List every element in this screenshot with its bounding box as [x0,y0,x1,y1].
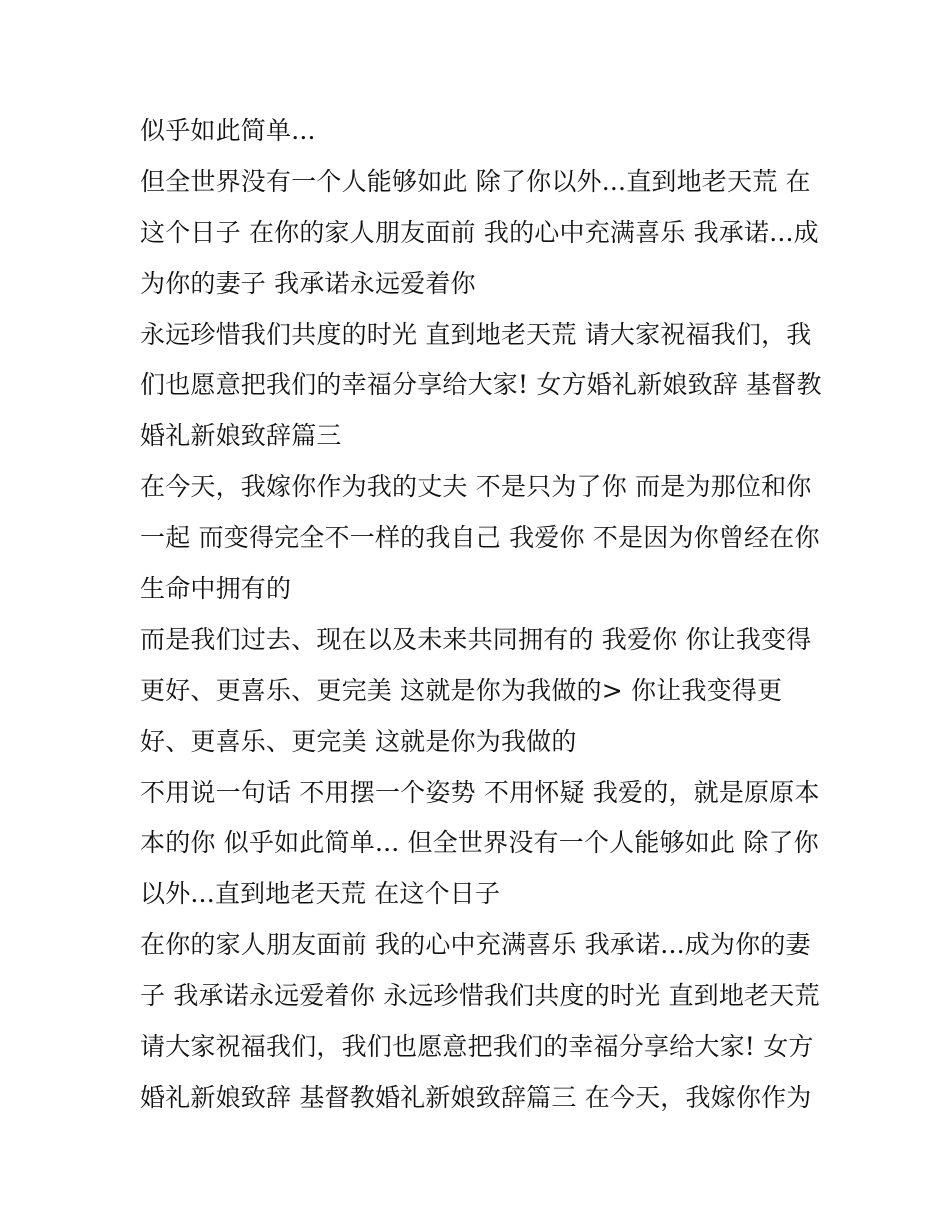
document-body [140,106,820,1124]
text-line: 请大家祝福我们，我们也愿意把我们的幸福分享给大家! 女方 [140,1032,814,1062]
text-line: 一起 而变得完全不一样的我自己 我爱你 不是因为你曾经在你 [140,523,820,553]
text-line: 为你的妻子 我承诺永远爱着你 [140,268,476,298]
text-line: 生命中拥有的 [140,574,292,604]
text-line: 子 我承诺永远爱着你 永远珍惜我们共度的时光 直到地老天荒 [140,981,820,1011]
text-line: 在今天，我嫁你作为我的丈夫 不是只为了你 而是为那位和你 [140,472,812,502]
text-line: 永远珍惜我们共度的时光 直到地老天荒 请大家祝福我们，我 [140,319,812,349]
text-line: 但全世界没有一个人能够如此 除了你以外...直到地老天荒 在 [140,166,811,196]
text-line: 本的你 似乎如此简单... 但全世界没有一个人能够如此 除了你 [140,828,819,858]
text-line: 这个日子 在你的家人朋友面前 我的心中充满喜乐 我承诺...成 [140,217,819,247]
text-line: 以外...直到地老天荒 在这个日子 [140,879,501,909]
text-line: 们也愿意把我们的幸福分享给大家! 女方婚礼新娘致辞 基督教 [140,370,822,400]
text-line: 好、更喜乐、更完美 这就是你为我做的 [140,726,577,756]
text-line: 婚礼新娘致辞篇三 [140,421,342,451]
text-line: 更好、更喜乐、更完美 这就是你为我做的> 你让我变得更 [140,675,783,705]
text-line: 不用说一句话 不用摆一个姿势 不用怀疑 我爱的，就是原原本 [140,777,820,807]
text-line: 而是我们过去、现在以及未来共同拥有的 我爱你 你让我变得 [140,624,812,654]
text-line: 婚礼新娘致辞 基督教婚礼新娘致辞篇三 在今天，我嫁你作为 [140,1082,812,1112]
text-line: 似乎如此简单... [140,116,316,145]
text-line: 在你的家人朋友面前 我的心中充满喜乐 我承诺...成为你的妻 [140,930,811,960]
